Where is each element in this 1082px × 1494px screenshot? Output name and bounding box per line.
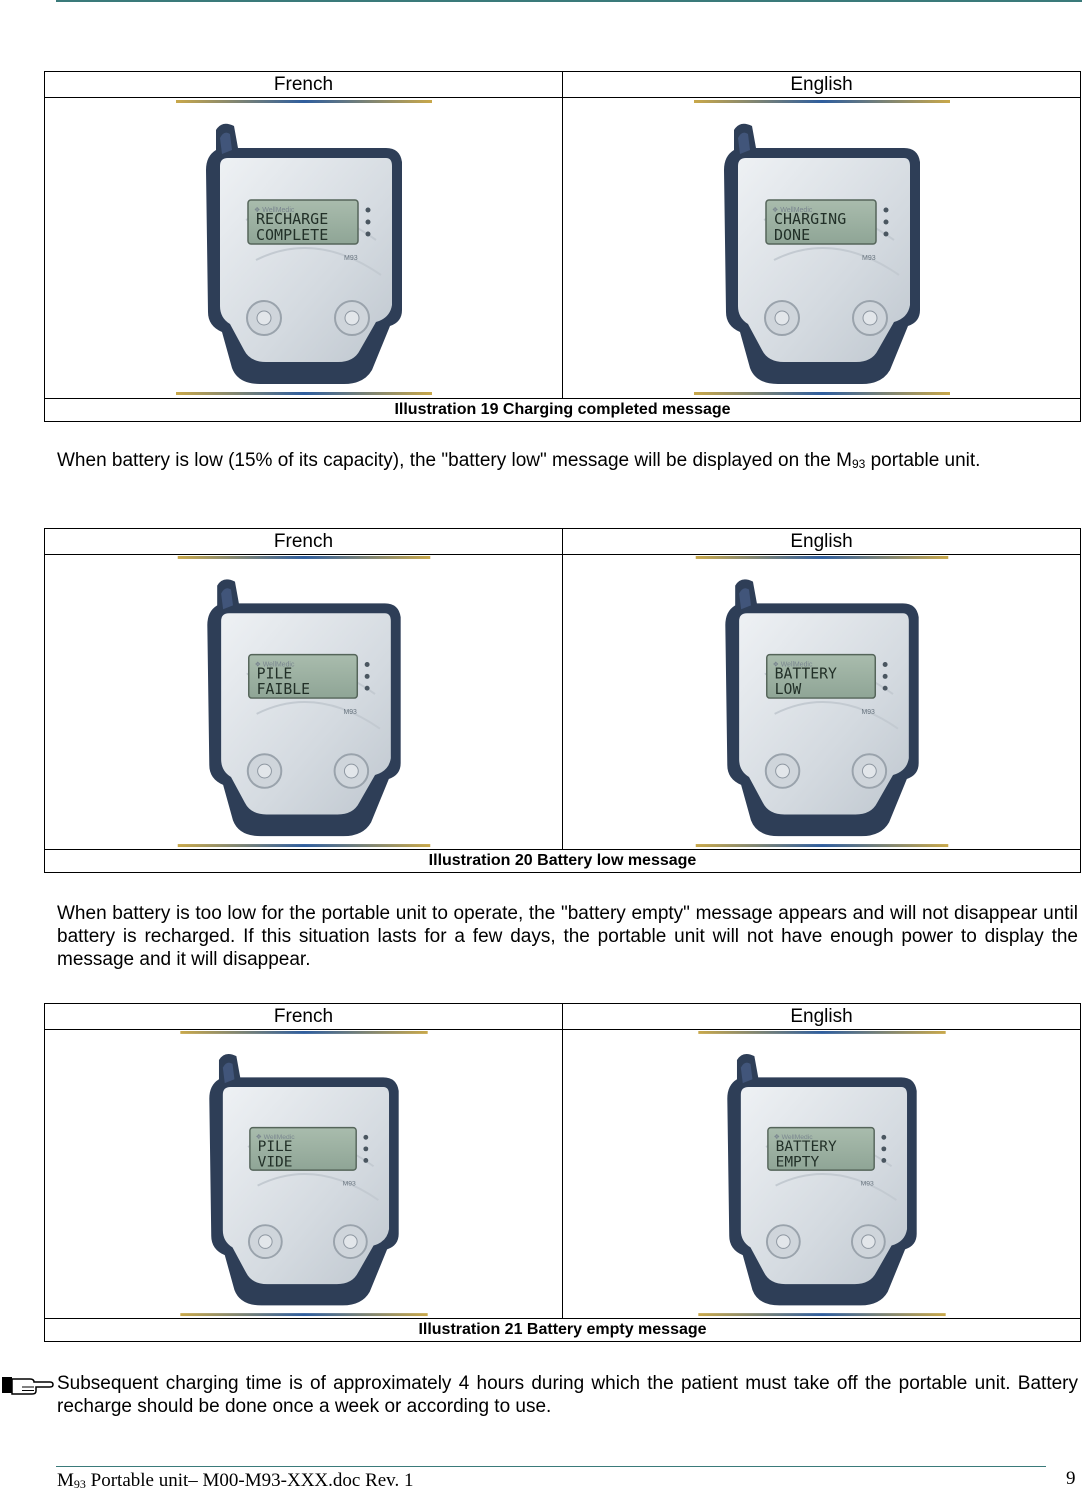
lcd-line-2: LOW xyxy=(774,681,801,699)
lcd-line-1: RECHARGE xyxy=(255,210,328,228)
lcd-line-1: BATTERY xyxy=(775,1138,837,1155)
pointing-hand-icon xyxy=(0,1373,54,1397)
subscript: 93 xyxy=(73,1477,86,1491)
column-header-french: French xyxy=(45,1004,563,1030)
lcd-line-2: VIDE xyxy=(257,1154,293,1171)
illustration-caption: Illustration 19 Charging completed message xyxy=(45,399,1081,422)
footer-text: Portable unit– M00-M93-XXX.doc Rev. 1 xyxy=(85,1470,414,1491)
lcd-line-2: COMPLETE xyxy=(255,226,328,244)
column-header-english: English xyxy=(563,1004,1081,1030)
top-rule xyxy=(56,0,1082,2)
illustration-caption: Illustration 20 Battery low message xyxy=(45,850,1081,873)
paragraph-battery-low xyxy=(57,449,1078,472)
illustration-caption: Illustration 21 Battery empty message xyxy=(45,1319,1081,1342)
device-image-charging-done xyxy=(694,100,950,396)
paragraph-charging-time: Subsequent charging time is of approximately 4 hours during which the patient must take off the portable unit. Battery recharge should be done once a week or according to use. xyxy=(57,1373,1078,1417)
column-header-french: French xyxy=(45,529,563,555)
column-header-english: English xyxy=(563,529,1081,555)
device-image-battery-empty xyxy=(694,1031,950,1317)
device-image-battery-low xyxy=(694,556,950,848)
lcd-line-1: PILE xyxy=(256,665,292,683)
lcd-line-2: EMPTY xyxy=(775,1154,819,1171)
lcd-line-1: PILE xyxy=(257,1138,293,1155)
paragraph-text: When battery is low (15% of its capacity), the "battery low" message will be displayed on the M xyxy=(57,450,852,471)
illustration-21-table xyxy=(44,1003,1081,1342)
footer-rule xyxy=(56,1466,1046,1467)
device-image-recharge-complete xyxy=(176,100,432,396)
paragraph-battery-empty: When battery is too low for the portable unit to operate, the "battery empty" message appears and will not disappear until battery is recharged. If this situation lasts for a few days, the portable unit will not have enough power to display the message and it will disappear. xyxy=(57,903,1078,970)
column-header-english: English xyxy=(563,72,1081,98)
device-image-pile-faible xyxy=(176,556,432,848)
lcd-line-1: BATTERY xyxy=(774,665,837,683)
column-header-french: French xyxy=(45,72,563,98)
lcd-line-1: CHARGING xyxy=(773,210,846,228)
illustration-19-table xyxy=(44,71,1081,422)
paragraph-text: portable unit. xyxy=(865,450,981,471)
subscript: 93 xyxy=(851,457,866,471)
lcd-line-2: FAIBLE xyxy=(256,681,310,699)
footer-document-id xyxy=(57,1470,413,1492)
lcd-line-2: DONE xyxy=(773,226,810,244)
illustration-20-table xyxy=(44,528,1081,873)
footer-text: M xyxy=(57,1470,74,1491)
page-number: 9 xyxy=(1066,1468,1076,1489)
device-image-pile-vide xyxy=(176,1031,432,1317)
